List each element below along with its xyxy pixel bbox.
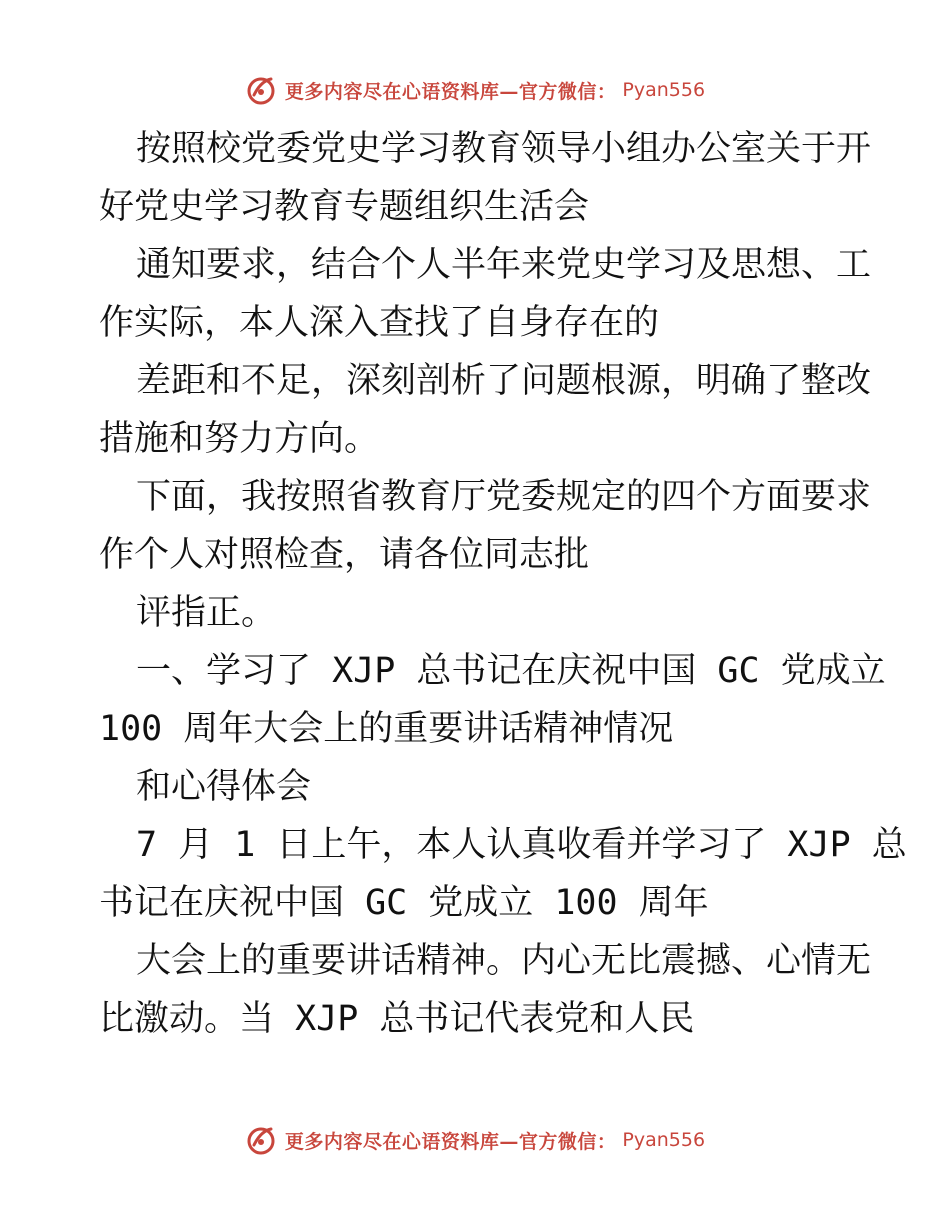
text-line: 按照校党委党史学习教育领导小组办公室关于开: [136, 129, 872, 169]
brand-logo-icon: [245, 1123, 279, 1157]
text-line: 评指正。: [136, 593, 277, 633]
text-line: 下面，我按照省教育厅党委规定的四个方面要求: [136, 477, 872, 517]
text-line: 作个人对照检查，请各位同志批: [99, 535, 590, 575]
watermark-wechat-id: Pyan556: [622, 79, 706, 101]
text-line: 和心得体会: [136, 767, 312, 807]
text-line: 好党史学习教育专题组织生活会: [99, 187, 590, 227]
body-text: [99, 120, 907, 1048]
text-line: 书记在庆祝中国 GC 党成立 100 周年: [99, 883, 709, 923]
text-line: 大会上的重要讲话精神。内心无比震撼、心情无: [136, 941, 872, 981]
footer-watermark: [0, 1120, 950, 1160]
header-watermark: [0, 70, 950, 110]
text-line: 措施和努力方向。: [99, 419, 380, 459]
watermark-text: 更多内容尽在心语资料库—官方微信：: [284, 1130, 617, 1153]
watermark-wechat-id: Pyan556: [622, 1129, 706, 1151]
text-line: 100 周年大会上的重要讲话精神情况: [99, 709, 674, 749]
text-line: 差距和不足，深刻剖析了问题根源，明确了整改: [136, 361, 872, 401]
text-line: 通知要求，结合个人半年来党史学习及思想、工: [136, 245, 872, 285]
watermark-text: 更多内容尽在心语资料库—官方微信：: [284, 80, 617, 103]
brand-logo-icon: [245, 73, 279, 107]
text-line: 一、学习了 XJP 总书记在庆祝中国 GC 党成立: [136, 651, 886, 691]
text-line: 7 月 1 日上午，本人认真收看并学习了 XJP 总: [136, 825, 907, 865]
text-line: 比激动。当 XJP 总书记代表党和人民: [99, 999, 695, 1039]
text-line: 作实际，本人深入查找了自身存在的: [99, 303, 660, 343]
